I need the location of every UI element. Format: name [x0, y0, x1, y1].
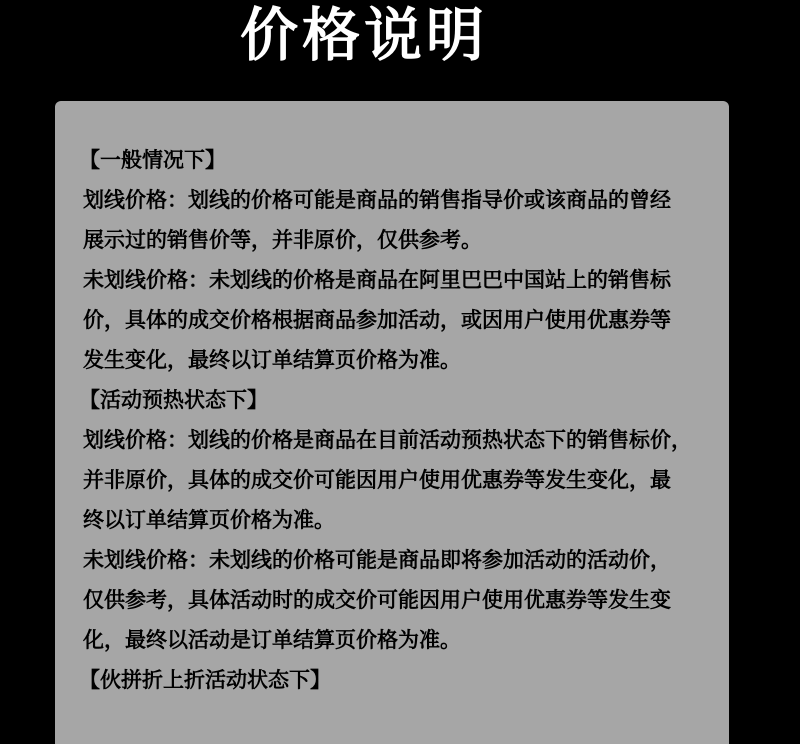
description-line: 仅供参考，具体活动时的成交价可能因用户使用优惠券等发生变	[83, 588, 671, 612]
description-line: 划线价格：划线的价格可能是商品的销售指导价或该商品的曾经	[83, 188, 671, 212]
section-heading-general: 【一般情况下】	[79, 148, 226, 172]
section-heading-group-buy: 【伙拼折上折活动状态下】	[79, 668, 331, 692]
description-line: 未划线价格：未划线的价格是商品在阿里巴巴中国站上的销售标	[83, 268, 671, 292]
page-title: 价格说明	[239, 1, 488, 69]
description-line: 并非原价，具体的成交价可能因用户使用优惠券等发生变化，最	[83, 468, 671, 492]
description-line: 展示过的销售价等，并非原价，仅供参考。	[83, 228, 482, 252]
description-line: 划线价格：划线的价格是商品在目前活动预热状态下的销售标价，	[83, 428, 692, 452]
section-heading-preheat: 【活动预热状态下】	[79, 388, 268, 412]
description-line: 价，具体的成交价格根据商品参加活动，或因用户使用优惠券等	[83, 308, 671, 332]
description-content	[79, 140, 708, 700]
description-line: 化，最终以活动是订单结算页价格为准。	[83, 628, 461, 652]
description-line: 未划线价格：未划线的价格可能是商品即将参加活动的活动价，	[83, 548, 671, 572]
description-line: 发生变化，最终以订单结算页价格为准。	[83, 348, 461, 372]
description-line: 终以订单结算页价格为准。	[83, 508, 335, 532]
